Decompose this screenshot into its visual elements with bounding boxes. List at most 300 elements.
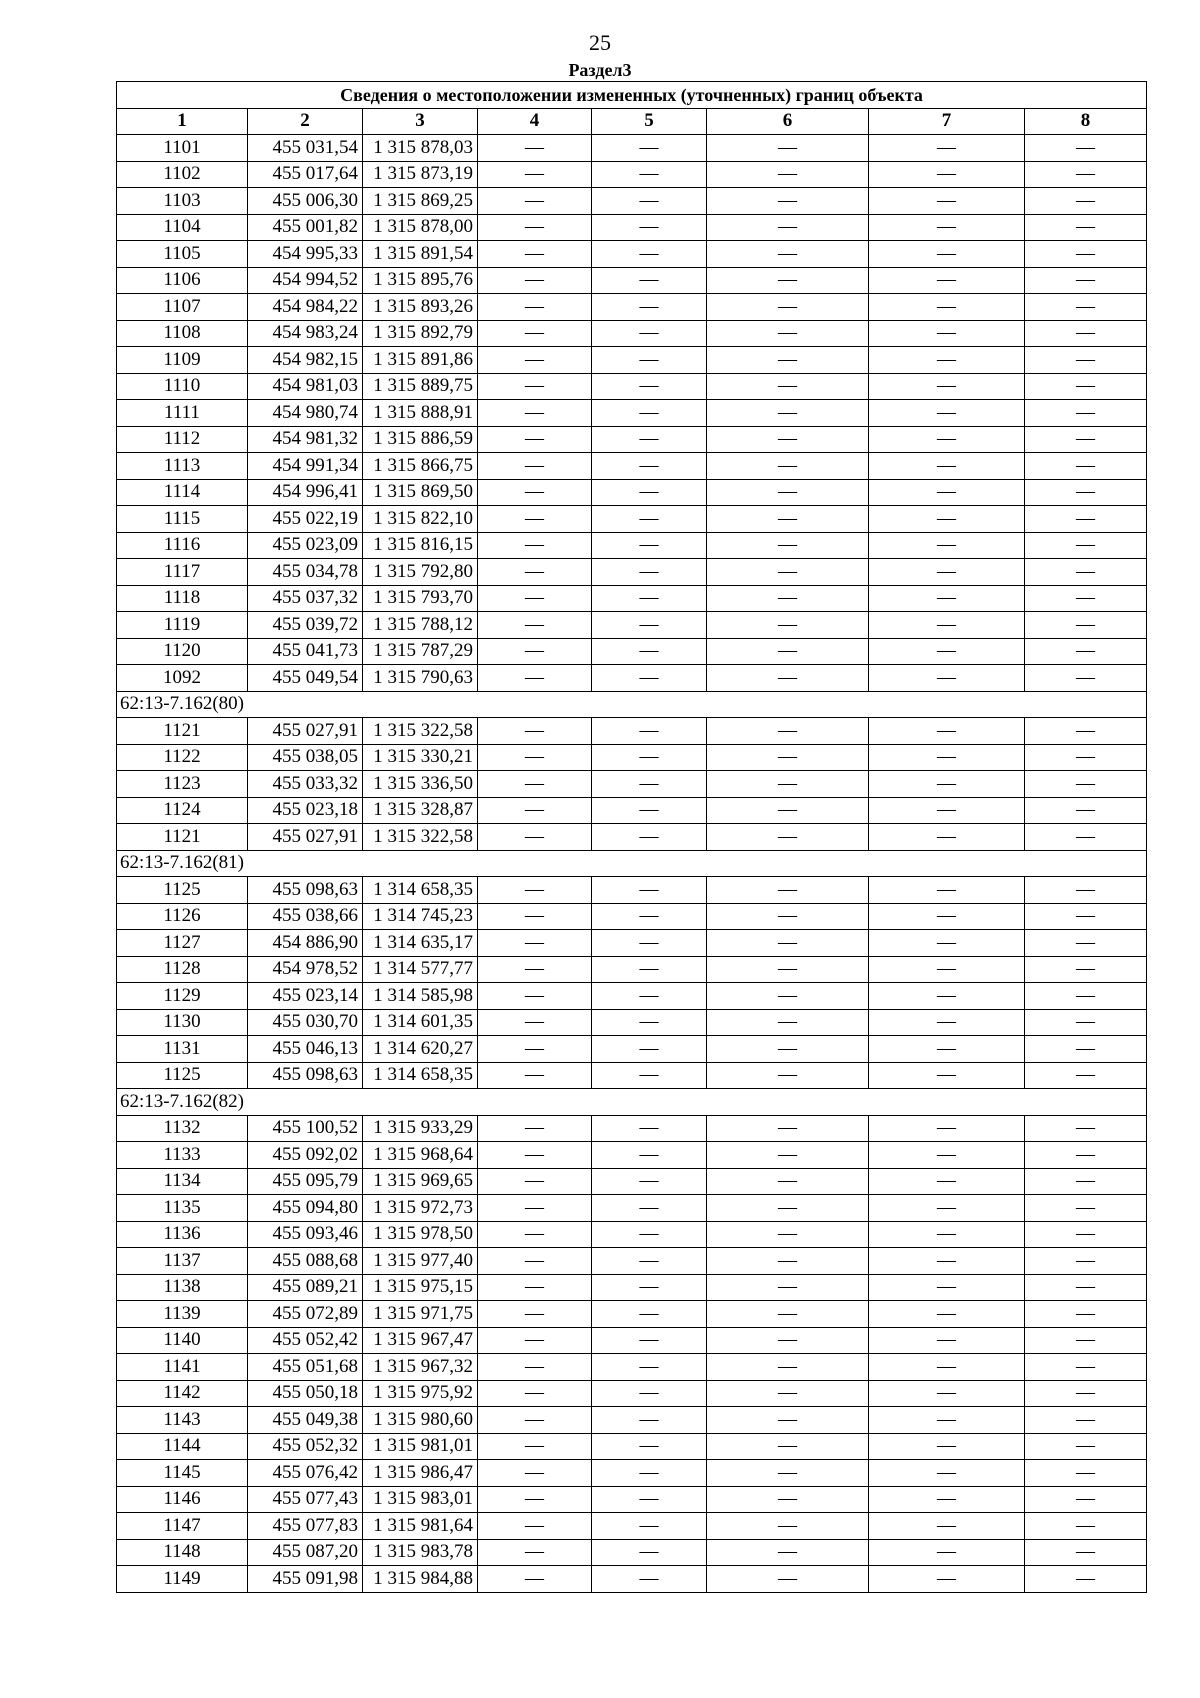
x-coordinate-cell: 454 983,24 [248,320,363,347]
empty-dash-cell: — [707,1433,869,1460]
empty-dash-cell: — [869,1327,1025,1354]
y-coordinate-cell: 1 315 980,60 [363,1407,478,1434]
y-coordinate-cell: 1 314 577,77 [363,956,478,983]
empty-dash-cell: — [707,453,869,480]
empty-dash-cell: — [1025,1248,1147,1275]
empty-dash-cell: — [478,320,592,347]
empty-dash-cell: — [707,718,869,745]
empty-dash-cell: — [1025,188,1147,215]
table-row [117,294,1147,321]
y-coordinate-cell: 1 315 878,03 [363,135,478,162]
empty-dash-cell: — [707,1460,869,1487]
group-row [117,850,1147,877]
empty-dash-cell: — [707,347,869,374]
empty-dash-cell: — [1025,1142,1147,1169]
table-row [117,1274,1147,1301]
empty-dash-cell: — [869,1301,1025,1328]
point-number-cell: 1119 [117,612,248,639]
point-number-cell: 1143 [117,1407,248,1434]
table-row [117,1301,1147,1328]
empty-dash-cell: — [478,1009,592,1036]
empty-dash-cell: — [592,1221,707,1248]
point-number-cell: 1107 [117,294,248,321]
empty-dash-cell: — [1025,1327,1147,1354]
empty-dash-cell: — [707,1062,869,1089]
empty-dash-cell: — [869,400,1025,427]
empty-dash-cell: — [478,559,592,586]
empty-dash-cell: — [707,665,869,692]
empty-dash-cell: — [592,1036,707,1063]
table-row [117,1380,1147,1407]
empty-dash-cell: — [707,1301,869,1328]
empty-dash-cell: — [869,718,1025,745]
table-caption-row [117,82,1147,109]
empty-dash-cell: — [592,1274,707,1301]
point-number-cell: 1135 [117,1195,248,1222]
empty-dash-cell: — [869,744,1025,771]
empty-dash-cell: — [478,744,592,771]
empty-dash-cell: — [869,665,1025,692]
empty-dash-cell: — [478,718,592,745]
empty-dash-cell: — [1025,320,1147,347]
empty-dash-cell: — [707,214,869,241]
empty-dash-cell: — [869,903,1025,930]
empty-dash-cell: — [869,930,1025,957]
empty-dash-cell: — [707,1513,869,1540]
empty-dash-cell: — [592,930,707,957]
table-row [117,188,1147,215]
empty-dash-cell: — [478,135,592,162]
empty-dash-cell: — [707,1009,869,1036]
table-row [117,532,1147,559]
y-coordinate-cell: 1 314 585,98 [363,983,478,1010]
x-coordinate-cell: 455 001,82 [248,214,363,241]
empty-dash-cell: — [1025,453,1147,480]
empty-dash-cell: — [707,506,869,533]
empty-dash-cell: — [478,1142,592,1169]
table-row [117,771,1147,798]
table-row [117,612,1147,639]
empty-dash-cell: — [869,1115,1025,1142]
empty-dash-cell: — [869,824,1025,851]
empty-dash-cell: — [707,320,869,347]
empty-dash-cell: — [1025,161,1147,188]
coordinates-table [116,81,1147,1593]
empty-dash-cell: — [478,1433,592,1460]
x-coordinate-cell: 455 017,64 [248,161,363,188]
column-header: 8 [1025,108,1147,135]
table-row [117,983,1147,1010]
table-row [117,1354,1147,1381]
table-row [117,930,1147,957]
empty-dash-cell: — [592,612,707,639]
point-number-cell: 1112 [117,426,248,453]
point-number-cell: 1092 [117,665,248,692]
y-coordinate-cell: 1 315 889,75 [363,373,478,400]
empty-dash-cell: — [478,1486,592,1513]
empty-dash-cell: — [592,347,707,374]
y-coordinate-cell: 1 315 888,91 [363,400,478,427]
table-header-row [117,108,1147,135]
empty-dash-cell: — [592,665,707,692]
empty-dash-cell: — [1025,347,1147,374]
empty-dash-cell: — [478,1248,592,1275]
empty-dash-cell: — [869,1036,1025,1063]
y-coordinate-cell: 1 315 878,00 [363,214,478,241]
point-number-cell: 1134 [117,1168,248,1195]
table-row [117,426,1147,453]
empty-dash-cell: — [592,585,707,612]
empty-dash-cell: — [592,638,707,665]
point-number-cell: 1110 [117,373,248,400]
empty-dash-cell: — [707,612,869,639]
empty-dash-cell: — [707,1168,869,1195]
empty-dash-cell: — [478,877,592,904]
empty-dash-cell: — [1025,585,1147,612]
empty-dash-cell: — [869,797,1025,824]
column-header: 2 [248,108,363,135]
empty-dash-cell: — [592,188,707,215]
empty-dash-cell: — [592,718,707,745]
empty-dash-cell: — [1025,797,1147,824]
empty-dash-cell: — [478,585,592,612]
point-number-cell: 1109 [117,347,248,374]
empty-dash-cell: — [1025,135,1147,162]
empty-dash-cell: — [592,1168,707,1195]
y-coordinate-cell: 1 315 869,50 [363,479,478,506]
x-coordinate-cell: 454 980,74 [248,400,363,427]
table-row [117,453,1147,480]
point-number-cell: 1117 [117,559,248,586]
empty-dash-cell: — [869,1380,1025,1407]
empty-dash-cell: — [478,1407,592,1434]
empty-dash-cell: — [707,877,869,904]
empty-dash-cell: — [1025,983,1147,1010]
x-coordinate-cell: 455 050,18 [248,1380,363,1407]
empty-dash-cell: — [1025,744,1147,771]
empty-dash-cell: — [707,1036,869,1063]
empty-dash-cell: — [1025,559,1147,586]
table-row [117,135,1147,162]
empty-dash-cell: — [478,1354,592,1381]
empty-dash-cell: — [869,1009,1025,1036]
empty-dash-cell: — [869,453,1025,480]
x-coordinate-cell: 455 098,63 [248,1062,363,1089]
column-header: 6 [707,108,869,135]
x-coordinate-cell: 455 072,89 [248,1301,363,1328]
y-coordinate-cell: 1 314 745,23 [363,903,478,930]
empty-dash-cell: — [869,1539,1025,1566]
empty-dash-cell: — [869,479,1025,506]
point-number-cell: 1141 [117,1354,248,1381]
table-row [117,1036,1147,1063]
empty-dash-cell: — [478,1301,592,1328]
empty-dash-cell: — [592,1354,707,1381]
empty-dash-cell: — [478,188,592,215]
empty-dash-cell: — [1025,877,1147,904]
column-header: 5 [592,108,707,135]
empty-dash-cell: — [1025,267,1147,294]
empty-dash-cell: — [1025,1407,1147,1434]
point-number-cell: 1146 [117,1486,248,1513]
table-row [117,665,1147,692]
empty-dash-cell: — [1025,1195,1147,1222]
empty-dash-cell: — [592,135,707,162]
empty-dash-cell: — [1025,1168,1147,1195]
x-coordinate-cell: 455 041,73 [248,638,363,665]
empty-dash-cell: — [707,135,869,162]
point-number-cell: 1125 [117,877,248,904]
empty-dash-cell: — [707,930,869,957]
empty-dash-cell: — [1025,1115,1147,1142]
x-coordinate-cell: 455 052,42 [248,1327,363,1354]
empty-dash-cell: — [869,1168,1025,1195]
empty-dash-cell: — [592,506,707,533]
point-number-cell: 1140 [117,1327,248,1354]
empty-dash-cell: — [869,347,1025,374]
empty-dash-cell: — [592,1460,707,1487]
x-coordinate-cell: 455 038,66 [248,903,363,930]
empty-dash-cell: — [592,479,707,506]
empty-dash-cell: — [707,1566,869,1593]
empty-dash-cell: — [592,797,707,824]
x-coordinate-cell: 455 094,80 [248,1195,363,1222]
y-coordinate-cell: 1 315 866,75 [363,453,478,480]
y-coordinate-cell: 1 315 981,01 [363,1433,478,1460]
empty-dash-cell: — [478,479,592,506]
x-coordinate-cell: 454 984,22 [248,294,363,321]
column-header: 3 [363,108,478,135]
empty-dash-cell: — [707,188,869,215]
table-caption: Сведения о местоположении измененных (уточненных) границ объекта [117,82,1147,109]
empty-dash-cell: — [592,320,707,347]
empty-dash-cell: — [592,214,707,241]
table-row [117,956,1147,983]
x-coordinate-cell: 454 995,33 [248,241,363,268]
empty-dash-cell: — [478,1513,592,1540]
group-label: 62:13-7.162(81) [117,850,1147,877]
table-row [117,744,1147,771]
empty-dash-cell: — [869,1062,1025,1089]
empty-dash-cell: — [869,638,1025,665]
empty-dash-cell: — [478,347,592,374]
empty-dash-cell: — [478,400,592,427]
empty-dash-cell: — [1025,771,1147,798]
empty-dash-cell: — [707,373,869,400]
x-coordinate-cell: 455 037,32 [248,585,363,612]
empty-dash-cell: — [592,1513,707,1540]
point-number-cell: 1133 [117,1142,248,1169]
empty-dash-cell: — [478,214,592,241]
empty-dash-cell: — [869,135,1025,162]
x-coordinate-cell: 454 994,52 [248,267,363,294]
point-number-cell: 1149 [117,1566,248,1593]
point-number-cell: 1137 [117,1248,248,1275]
x-coordinate-cell: 454 982,15 [248,347,363,374]
table-row [117,1566,1147,1593]
empty-dash-cell: — [1025,903,1147,930]
table-row [117,718,1147,745]
empty-dash-cell: — [478,1380,592,1407]
table-row [117,1009,1147,1036]
y-coordinate-cell: 1 315 968,64 [363,1142,478,1169]
empty-dash-cell: — [707,1248,869,1275]
empty-dash-cell: — [592,453,707,480]
y-coordinate-cell: 1 315 892,79 [363,320,478,347]
empty-dash-cell: — [592,1009,707,1036]
empty-dash-cell: — [592,1539,707,1566]
table-row [117,267,1147,294]
point-number-cell: 1142 [117,1380,248,1407]
point-number-cell: 1113 [117,453,248,480]
page-number: 25 [589,30,611,55]
x-coordinate-cell: 454 886,90 [248,930,363,957]
empty-dash-cell: — [478,1327,592,1354]
empty-dash-cell: — [707,585,869,612]
empty-dash-cell: — [707,1115,869,1142]
empty-dash-cell: — [1025,1354,1147,1381]
x-coordinate-cell: 455 051,68 [248,1354,363,1381]
empty-dash-cell: — [592,400,707,427]
y-coordinate-cell: 1 315 978,50 [363,1221,478,1248]
empty-dash-cell: — [592,294,707,321]
y-coordinate-cell: 1 315 981,64 [363,1513,478,1540]
x-coordinate-cell: 455 052,32 [248,1433,363,1460]
point-number-cell: 1111 [117,400,248,427]
table-row [117,1195,1147,1222]
point-number-cell: 1131 [117,1036,248,1063]
x-coordinate-cell: 455 087,20 [248,1539,363,1566]
column-header: 1 [117,108,248,135]
table-row [117,903,1147,930]
empty-dash-cell: — [1025,1486,1147,1513]
x-coordinate-cell: 455 022,19 [248,506,363,533]
empty-dash-cell: — [592,1380,707,1407]
empty-dash-cell: — [478,903,592,930]
column-header: 7 [869,108,1025,135]
table-row [117,1407,1147,1434]
empty-dash-cell: — [478,453,592,480]
table-row [117,1168,1147,1195]
point-number-cell: 1136 [117,1221,248,1248]
y-coordinate-cell: 1 314 601,35 [363,1009,478,1036]
empty-dash-cell: — [707,1327,869,1354]
empty-dash-cell: — [707,1380,869,1407]
empty-dash-cell: — [869,983,1025,1010]
column-header: 4 [478,108,592,135]
point-number-cell: 1101 [117,135,248,162]
empty-dash-cell: — [592,983,707,1010]
empty-dash-cell: — [869,1460,1025,1487]
point-number-cell: 1129 [117,983,248,1010]
empty-dash-cell: — [1025,1062,1147,1089]
y-coordinate-cell: 1 315 816,15 [363,532,478,559]
x-coordinate-cell: 455 098,63 [248,877,363,904]
x-coordinate-cell: 455 033,32 [248,771,363,798]
x-coordinate-cell: 455 049,38 [248,1407,363,1434]
y-coordinate-cell: 1 315 986,47 [363,1460,478,1487]
empty-dash-cell: — [1025,241,1147,268]
empty-dash-cell: — [869,612,1025,639]
empty-dash-cell: — [478,956,592,983]
y-coordinate-cell: 1 315 983,78 [363,1539,478,1566]
empty-dash-cell: — [707,241,869,268]
empty-dash-cell: — [592,1407,707,1434]
empty-dash-cell: — [478,824,592,851]
empty-dash-cell: — [869,1513,1025,1540]
empty-dash-cell: — [1025,373,1147,400]
empty-dash-cell: — [1025,532,1147,559]
empty-dash-cell: — [478,373,592,400]
empty-dash-cell: — [869,1354,1025,1381]
table-row [117,1539,1147,1566]
empty-dash-cell: — [707,400,869,427]
point-number-cell: 1124 [117,797,248,824]
empty-dash-cell: — [869,506,1025,533]
empty-dash-cell: — [707,638,869,665]
y-coordinate-cell: 1 315 933,29 [363,1115,478,1142]
table-row [117,877,1147,904]
empty-dash-cell: — [478,1539,592,1566]
y-coordinate-cell: 1 315 792,80 [363,559,478,586]
point-number-cell: 1144 [117,1433,248,1460]
table-row [117,638,1147,665]
empty-dash-cell: — [478,1274,592,1301]
x-coordinate-cell: 454 996,41 [248,479,363,506]
point-number-cell: 1105 [117,241,248,268]
point-number-cell: 1139 [117,1301,248,1328]
empty-dash-cell: — [707,267,869,294]
point-number-cell: 1116 [117,532,248,559]
empty-dash-cell: — [707,771,869,798]
empty-dash-cell: — [707,1142,869,1169]
empty-dash-cell: — [478,638,592,665]
empty-dash-cell: — [707,559,869,586]
empty-dash-cell: — [478,1168,592,1195]
point-number-cell: 1102 [117,161,248,188]
empty-dash-cell: — [478,426,592,453]
x-coordinate-cell: 455 034,78 [248,559,363,586]
y-coordinate-cell: 1 315 977,40 [363,1248,478,1275]
empty-dash-cell: — [1025,214,1147,241]
empty-dash-cell: — [478,1195,592,1222]
y-coordinate-cell: 1 315 328,87 [363,797,478,824]
table-row [117,1221,1147,1248]
x-coordinate-cell: 455 093,46 [248,1221,363,1248]
point-number-cell: 1148 [117,1539,248,1566]
empty-dash-cell: — [707,824,869,851]
empty-dash-cell: — [1025,930,1147,957]
y-coordinate-cell: 1 315 895,76 [363,267,478,294]
empty-dash-cell: — [592,1486,707,1513]
empty-dash-cell: — [478,532,592,559]
empty-dash-cell: — [869,1221,1025,1248]
y-coordinate-cell: 1 315 336,50 [363,771,478,798]
empty-dash-cell: — [478,983,592,1010]
empty-dash-cell: — [869,1433,1025,1460]
x-coordinate-cell: 455 088,68 [248,1248,363,1275]
point-number-cell: 1126 [117,903,248,930]
y-coordinate-cell: 1 315 893,26 [363,294,478,321]
empty-dash-cell: — [592,771,707,798]
empty-dash-cell: — [1025,1009,1147,1036]
empty-dash-cell: — [869,320,1025,347]
empty-dash-cell: — [707,1486,869,1513]
table-row [117,1142,1147,1169]
empty-dash-cell: — [869,877,1025,904]
empty-dash-cell: — [707,1195,869,1222]
empty-dash-cell: — [1025,1274,1147,1301]
